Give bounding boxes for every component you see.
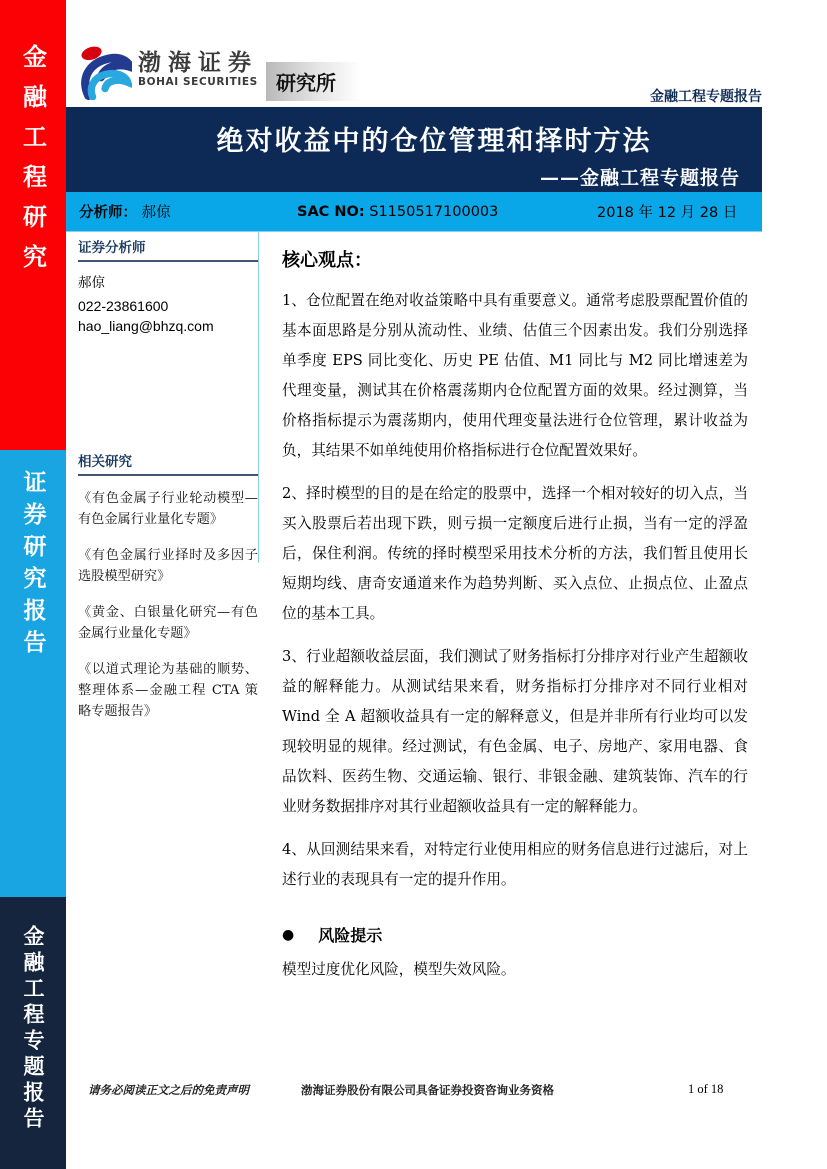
report-subtitle: ——金融工程专题报告: [539, 167, 740, 189]
logo-name-en: BOHAI SECURITIES: [138, 76, 258, 88]
sidebar-label-top: 金融工程研究: [18, 44, 48, 284]
analyst-meta-bar: [66, 192, 762, 231]
risk-heading: 风险提示: [318, 926, 383, 945]
risk-text: 模型过度优化风险，模型失效风险。: [282, 961, 516, 978]
risk-heading-row: [282, 923, 748, 946]
brand-row: [76, 44, 362, 101]
report-date: 2018 年 12 月 28 日: [597, 205, 738, 221]
sidebar-section-finance-engineering-research: [0, 0, 66, 450]
sac-label: SAC NO:: [297, 203, 365, 220]
viewpoint-paragraph-1: 1、仓位配置在绝对收益策略中具有重要意义。通常考虑股票配置价值的基本面思路是分别从流动性、业绩、估值三个因素出发。我们分别选择单季度 EPS 同比变化、历史 PE 估值、M1 同比与 M2 同比增速差为代理变量，测试其在价格震荡期内仓位配置方面的效果。经过测算，当价格指标提示为震荡期内，使用代理变量法进行仓位管理，累计收益为负，其结果不如单纯使用价格指标进行仓位配置效果好。: [282, 292, 748, 459]
analyst-label: 分析师：: [79, 204, 137, 221]
analyst-column-heading: 证券分析师: [78, 236, 258, 262]
related-research-item: 《以道式理论为基础的顺势、整理体系—金融工程 CTA 策略专题报告》: [78, 662, 258, 719]
analyst-phone: 022-23861600: [78, 298, 169, 314]
footer-qualification: 渤海证券股份有限公司具备证券投资咨询业务资格: [301, 1083, 554, 1097]
title-band: [66, 107, 762, 192]
bohai-logo-icon: [76, 44, 132, 100]
sidebar-label-bottom: 金融工程专题报告: [21, 925, 46, 1133]
analyst-field: [79, 201, 297, 222]
core-viewpoints-section: [282, 246, 748, 979]
column-divider: [258, 231, 259, 563]
core-viewpoints-heading: 核心观点：: [282, 250, 372, 271]
horizontal-rule: [66, 231, 762, 232]
footer-page-number: 1 of 18: [688, 1082, 724, 1096]
sac-field: [297, 204, 597, 220]
viewpoint-paragraph-2: 2、择时模型的目的是在给定的股票中，选择一个相对较好的切入点，当买入股票后若出现下跌，则亏损一定额度后进行止损，当有一定的浮盈后，保住利润。传统的择时模型采用技术分析的方法，我们暂且使用长短期均线、唐奇安通道来作为趋势判断、买入点位、止损点位、止盈点位的基本工具。: [282, 485, 748, 622]
sidebar-section-securities-research-report: [0, 450, 66, 897]
related-research-item: 《黄金、白银量化研究—有色金属行业量化专题》: [78, 605, 258, 641]
analyst-info-column: [78, 236, 258, 737]
bohai-logo-text: [138, 50, 258, 88]
sidebar-label-middle: 证券研究报告: [19, 470, 47, 662]
bullet-icon: ●: [282, 926, 295, 943]
related-research-heading: 相关研究: [78, 450, 258, 476]
report-type-tag: 金融工程专题报告: [650, 89, 762, 105]
footer-disclaimer: 请务必阅读正文之后的免责声明: [88, 1083, 249, 1097]
sac-number: S1150517100003: [369, 203, 499, 220]
analyst-email: hao_liang@bhzq.com: [78, 318, 214, 334]
related-research-item: 《有色金属子行业轮动模型—有色金属行业量化专题》: [78, 491, 258, 527]
sidebar: [0, 0, 66, 1169]
related-research-list: [78, 488, 258, 722]
analyst-name: 郝倞: [141, 205, 171, 221]
report-content: [66, 0, 827, 1169]
logo-name-cn: 渤海证券: [138, 49, 258, 76]
viewpoint-paragraph-3: 3、行业超额收益层面，我们测试了财务指标打分排序对行业产生超额收益的解释能力。从测试结果来看，财务指标打分排序对不同行业相对 Wind 全 A 超额收益具有一定的解释意义，但是并非所有行业均可以发现较明显的规律。经过测试，有色金属、电子、房地产、家用电器、食品饮料、医药生物、交通运输、银行、非银金融、建筑装饰、汽车的行业财务数据排序对其行业超额收益具有一定的解释能力。: [282, 648, 748, 815]
viewpoint-paragraph-4: 4、从回测结果来看，对特定行业使用相应的财务信息进行过滤后，对上述行业的表现具有一定的提升作用。: [282, 841, 748, 888]
sidebar-section-special-report: [0, 897, 66, 1169]
related-research-item: 《有色金属行业择时及多因子选股模型研究》: [78, 548, 258, 584]
institute-label: 研究所: [266, 62, 362, 101]
analyst-column-name: 郝倞: [78, 275, 105, 291]
report-title: 绝对收益中的仓位管理和择时方法: [216, 126, 652, 157]
